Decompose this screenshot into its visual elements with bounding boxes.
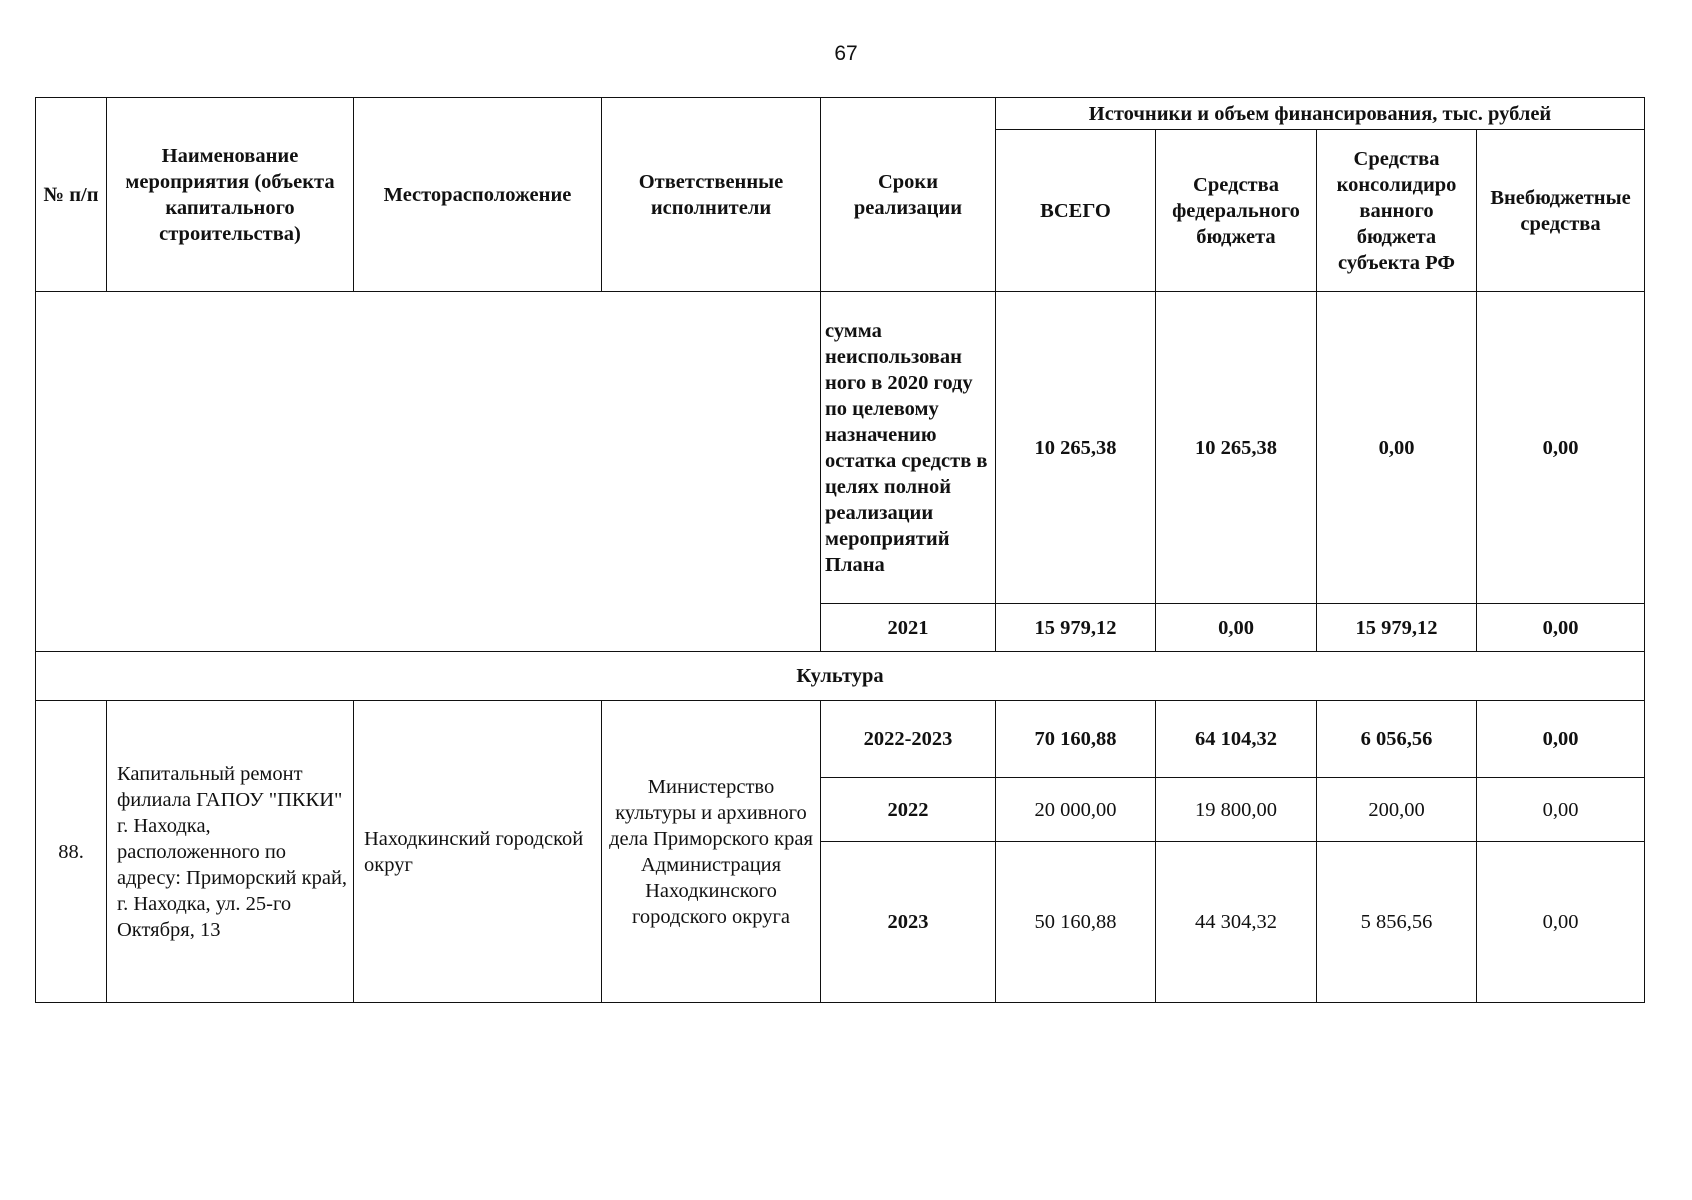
header-federal: Средства федерального бюджета (1156, 130, 1317, 292)
term-cell: сумма неиспользован ного в 2020 году по целевому назначению остатка средств в целях полной реализации мероприятий Плана (821, 292, 996, 604)
section-title: Культура (36, 652, 1645, 701)
federal-cell: 10 265,38 (1156, 292, 1317, 604)
term-cell: 2021 (821, 604, 996, 652)
extra-cell: 0,00 (1477, 842, 1645, 1003)
federal-cell: 0,00 (1156, 604, 1317, 652)
financing-table (35, 97, 1645, 1003)
extra-cell: 0,00 (1477, 292, 1645, 604)
federal-cell: 44 304,32 (1156, 842, 1317, 1003)
term-cell: 2022 (821, 778, 996, 842)
regional-cell: 6 056,56 (1317, 701, 1477, 778)
header-extra: Внебюджетные средства (1477, 130, 1645, 292)
table-row (36, 701, 1645, 778)
header-row-1 (36, 98, 1645, 130)
total-cell: 70 160,88 (996, 701, 1156, 778)
item-responsible: Министерство культуры и архивного дела Приморского края Администрация Находкинского городского округа (602, 701, 821, 1003)
total-cell: 15 979,12 (996, 604, 1156, 652)
total-cell: 10 265,38 (996, 292, 1156, 604)
term-cell: 2022-2023 (821, 701, 996, 778)
regional-cell: 200,00 (1317, 778, 1477, 842)
header-num: № п/п (36, 98, 107, 292)
header-responsible: Ответственные исполнители (602, 98, 821, 292)
header-funding-group: Источники и объем финансирования, тыс. рублей (996, 98, 1645, 130)
empty-cell (36, 292, 821, 652)
header-total: ВСЕГО (996, 130, 1156, 292)
header-name: Наименование мероприятия (объекта капитального строительства) (107, 98, 354, 292)
total-cell: 20 000,00 (996, 778, 1156, 842)
federal-cell: 19 800,00 (1156, 778, 1317, 842)
header-terms: Сроки реализации (821, 98, 996, 292)
page-number: 67 (834, 42, 858, 65)
section-row (36, 652, 1645, 701)
item-location: Находкинский городской округ (354, 701, 602, 1003)
federal-cell: 64 104,32 (1156, 701, 1317, 778)
extra-cell: 0,00 (1477, 604, 1645, 652)
header-regional: Средства консолидиро ванного бюджета субъекта РФ (1317, 130, 1477, 292)
extra-cell: 0,00 (1477, 778, 1645, 842)
regional-cell: 15 979,12 (1317, 604, 1477, 652)
item-name: Капитальный ремонт филиала ГАПОУ "ПККИ" г. Находка, расположенного по адресу: Приморский край, г. Находка, ул. 25-го Октября, 13 (107, 701, 354, 1003)
header-location: Месторасположение (354, 98, 602, 292)
total-cell: 50 160,88 (996, 842, 1156, 1003)
table-row (36, 292, 1645, 604)
regional-cell: 0,00 (1317, 292, 1477, 604)
term-cell: 2023 (821, 842, 996, 1003)
item-number: 88. (36, 701, 107, 1003)
extra-cell: 0,00 (1477, 701, 1645, 778)
regional-cell: 5 856,56 (1317, 842, 1477, 1003)
